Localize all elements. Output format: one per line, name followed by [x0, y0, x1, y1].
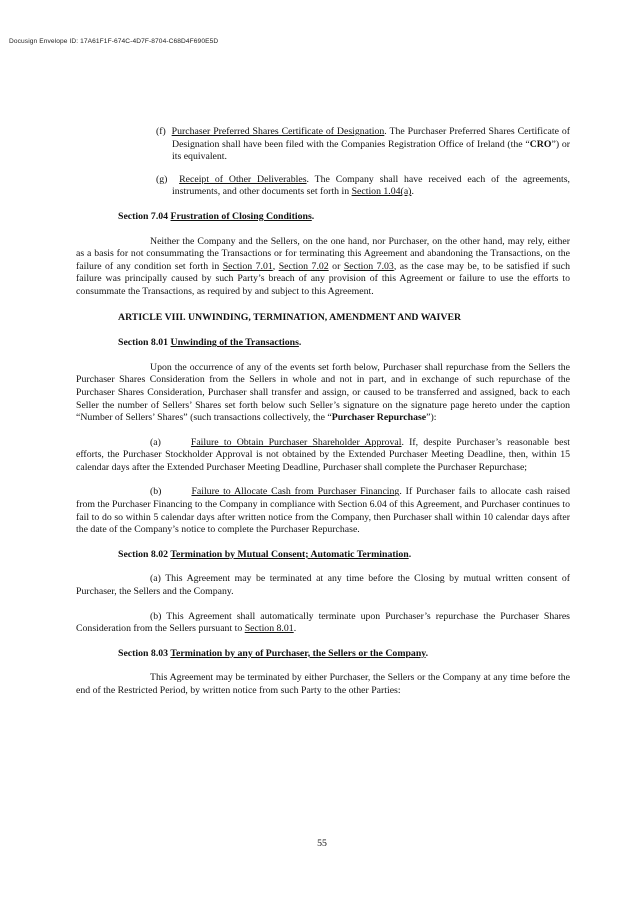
section-number: Section 7.04 [118, 210, 169, 222]
clause-label: (f) [156, 126, 166, 137]
paragraph-text: ”): [426, 412, 437, 424]
section-8-01-heading: Section 8.01 Unwinding of the Transactions. [118, 337, 302, 349]
defined-term: Purchaser Repurchase [331, 412, 427, 424]
separator: or [328, 260, 344, 272]
section-7-04-heading: Section 7.04 Frustration of Closing Conditions. [118, 210, 315, 222]
section-reference: Section 7.01 [222, 260, 273, 272]
section-8-03-paragraph: This Agreement may be terminated by either Purchaser, the Sellers or the Company at any time before the end of the Restricted Period, by written notice from such Party to the other Parties: [76, 672, 570, 696]
section-reference: Section 8.01 [244, 623, 294, 635]
section-8-02-a: (a) This Agreement may be terminated at any time before the Closing by mutual written consent of Purchaser, the Sellers and the Company. [76, 573, 570, 598]
section-reference: Section 7.03 [343, 260, 394, 272]
paragraph-text: , as the case may be, to be satisfied if such failure was principally caused by such Party’s breach of any provision of this Agreement or failure to use the efforts to consummate the Transactions, as required by and subject to this Agreement. [76, 260, 571, 297]
paragraph-text: Neither the Company and the Sellers, on the one hand, nor Purchaser, on the other hand, may rely, either as a basis for not consummating the Transactions or for terminating this Agreement and abandoning the Transactions, on the failure of any condition set forth in [76, 235, 570, 272]
clause-text: (b) This Agreement shall automatically terminate upon Purchaser’s repurchase the Purchaser Shares Consideration from the Sellers pursuant to [76, 610, 570, 635]
clause-text: . If, despite Purchaser’s reasonable best efforts, the Purchaser Stockholder Approval is not obtained by the Extended Purchaser Meeting Deadline, then, within 15 calendar days after the Extended Purchaser Meeting Deadline, Purchaser shall complete the Purchaser Repurchase; [76, 436, 570, 473]
section-title: Unwinding of the Transactions [170, 337, 299, 349]
document-body [76, 126, 570, 710]
clause-text: . The Purchaser Preferred Shares Certificate of Designation shall have been filed with the Companies Registration Office of Ireland (the “ [172, 126, 570, 150]
section-number: Section 8.03 [118, 647, 169, 659]
clause-label: (b) [150, 486, 162, 498]
section-number: Section 8.02 [118, 548, 169, 560]
section-number: Section 8.01 [118, 337, 169, 349]
docusign-envelope-id: Docusign Envelope ID: 17A61F1F-674C-4D7F-8704-C68D4F690E5D [9, 38, 219, 45]
section-7-04-paragraph [76, 236, 570, 299]
section-title: Termination by Mutual Consent; Automatic Termination [170, 548, 409, 560]
page-number: 55 [317, 838, 327, 849]
clause-title: Failure to Obtain Purchaser Shareholder Approval [190, 436, 402, 448]
clause-text: . [293, 623, 297, 635]
section-8-02-b [76, 611, 570, 636]
paragraph-text: Upon the occurrence of any of the events set forth below, Purchaser shall repurchase from the Sellers the Purchaser Shares Consideration from the Sellers in whole and not in part, and in exchange of such repurchase of the Purchaser Shares Consideration, Purchaser shall transfer and assign, or caused to be transferred and assigned, back to each Seller the number of Sellers’ Shares set forth below such Seller’s signature on the signature page hereto under the caption “Number of Sellers’ Shares” (such transactions collectively, the “ [76, 361, 570, 424]
clause-7-03-f [76, 126, 570, 164]
clause-text: . [411, 186, 414, 198]
section-8-01-paragraph [76, 362, 570, 425]
article-viii-heading: ARTICLE VIII. UNWINDING, TERMINATION, AMENDMENT AND WAIVER [118, 311, 462, 323]
clause-title: Failure to Allocate Cash from Purchaser Financing [191, 486, 400, 498]
section-8-02-heading: Section 8.02 Termination by Mutual Consent; Automatic Termination. [118, 548, 412, 560]
clause-7-03-g [76, 174, 570, 199]
clause-label: (g) [156, 173, 168, 185]
clause-title: Purchaser Preferred Shares Certificate of Designation [171, 126, 385, 137]
separator: , [272, 260, 279, 272]
section-title: Termination by any of Purchaser, the Sellers or the Company [170, 647, 426, 659]
section-8-01-a [76, 437, 570, 475]
clause-text: ”) or its equivalent. [172, 138, 570, 163]
defined-term: CRO [529, 138, 552, 150]
section-title: Frustration of Closing Conditions [170, 210, 312, 222]
section-8-01-b [76, 486, 570, 536]
section-8-03-heading: Section 8.03 Termination by any of Purchaser, the Sellers or the Company. [118, 647, 429, 659]
clause-title: Receipt of Other Deliverables [179, 173, 307, 185]
clause-text: . The Company shall have received each of the agreements, instruments, and other documents set forth in [172, 173, 570, 198]
section-reference: Section 1.04(a) [351, 186, 412, 198]
section-reference: Section 7.02 [278, 260, 329, 272]
clause-label: (a) [150, 436, 161, 448]
clause-text: . If Purchaser fails to allocate cash raised from the Purchaser Financing to the Company in compliance with Section 6.04 of this Agreement, and Purchaser continues to fail to do so within 5 calendar days after written notice from the Company, then Purchaser shall within 10 calendar days after the date of the Company’s notice to complete the Purchaser Repurchase. [76, 486, 570, 536]
